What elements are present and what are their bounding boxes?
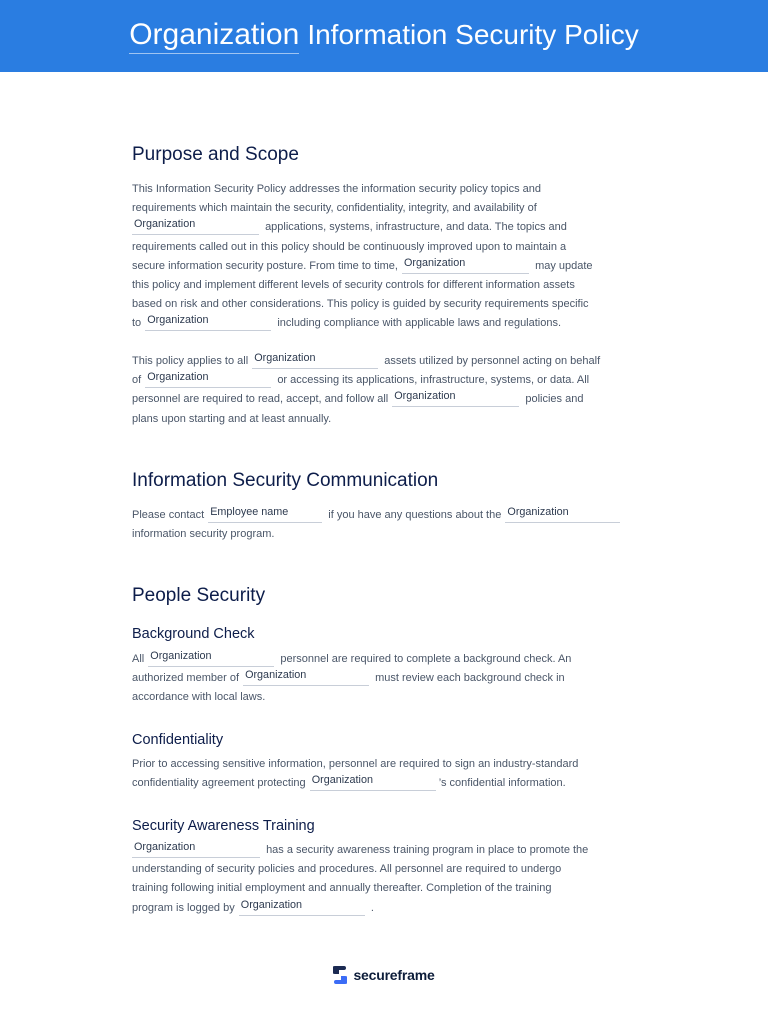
text-line — [132, 314, 636, 333]
footer — [0, 965, 768, 985]
text-line — [132, 218, 636, 237]
text-line — [132, 650, 636, 669]
text-line: plans upon starting and at least annually. — [132, 412, 332, 425]
organization-field[interactable]: Organization — [145, 371, 271, 388]
organization-field[interactable]: Organization — [243, 669, 369, 686]
organization-field[interactable]: Organization — [505, 506, 620, 523]
text-line: requirements which maintain the security, confidentiality, integrity, and availability of — [132, 202, 537, 215]
organization-field[interactable]: Organization — [145, 314, 271, 331]
text-line: information security program. — [132, 528, 275, 541]
purpose-scope-heading: Purpose and Scope — [132, 144, 299, 165]
document-title-text: Information Security Policy — [307, 18, 639, 50]
text-segment: assets utilized by personnel acting on behalf — [384, 355, 601, 367]
text-segment: applications, systems, infrastructure, and data. The topics and — [265, 221, 567, 234]
text-segment: secure information security posture. From time to time, — [132, 259, 398, 272]
text-line — [132, 669, 636, 688]
text-line — [132, 257, 636, 276]
text-segment: confidentiality agreement protecting — [132, 777, 306, 790]
text-line: training following initial employment and annually thereafter. Completion of the training — [132, 882, 552, 895]
organization-field[interactable]: Organization — [132, 218, 259, 235]
brand-name: secureframe — [353, 967, 435, 983]
purpose-paragraph-2 — [132, 352, 636, 429]
organization-field[interactable]: Organization — [148, 650, 274, 667]
text-segment: may update — [535, 259, 593, 272]
communication-paragraph — [132, 506, 636, 544]
text-line — [132, 774, 636, 793]
text-segment: personnel are required to read, accept, and follow all — [132, 393, 389, 406]
employee-name-field[interactable]: Employee name — [208, 506, 322, 523]
text-line: requirements called out in this policy should be continuously improved upon to maintain a — [132, 240, 567, 253]
text-line — [132, 371, 636, 390]
text-line — [132, 390, 636, 409]
text-segment: must review each background check in — [375, 672, 565, 685]
text-segment: program is logged by — [132, 901, 235, 914]
text-segment: policies and — [525, 393, 584, 406]
text-segment: Please contact — [132, 509, 205, 521]
people-security-heading: People Security — [132, 585, 266, 606]
text-line — [132, 841, 636, 860]
text-line: based on risk and other considerations. This policy is guided by security requirements specific — [132, 298, 589, 311]
text-segment: . — [370, 901, 374, 914]
document-header — [0, 0, 768, 72]
confidentiality-heading: Confidentiality — [132, 732, 224, 748]
text-line: Prior to accessing sensitive information, personnel are required to sign an industry-standard — [132, 758, 579, 770]
text-line — [132, 352, 636, 371]
communication-heading: Information Security Communication — [132, 470, 439, 491]
organization-title-field[interactable]: Organization — [129, 20, 299, 54]
security-awareness-heading: Security Awareness Training — [132, 818, 315, 834]
secureframe-logo-icon — [333, 965, 347, 985]
text-line: this policy and implement different levels of security controls for different information assets — [132, 278, 575, 291]
text-segment: of — [132, 374, 142, 387]
organization-field[interactable]: Organization — [252, 352, 378, 369]
text-line: This Information Security Policy addresses the information security policy topics and — [132, 183, 542, 195]
text-segment: if you have any questions about the — [328, 509, 502, 521]
text-segment: to — [132, 317, 142, 330]
text-segment: personnel are required to complete a background check. An — [280, 653, 572, 665]
text-segment: This policy applies to all — [132, 355, 249, 367]
document-title — [129, 19, 639, 54]
text-segment: authorized member of — [132, 672, 239, 685]
text-segment: has a security awareness training program in place to promote the — [266, 844, 589, 856]
organization-field[interactable]: Organization — [132, 841, 260, 858]
text-line: understanding of security policies and procedures. All personnel are required to undergo — [132, 863, 562, 876]
text-segment: All — [132, 653, 145, 665]
purpose-paragraph-1 — [132, 180, 636, 334]
organization-field[interactable]: Organization — [239, 899, 365, 916]
confidentiality-paragraph — [132, 755, 636, 793]
text-line — [132, 506, 636, 525]
text-segment: or accessing its applications, infrastructure, systems, or data. All — [277, 374, 590, 387]
text-line: accordance with local laws. — [132, 691, 266, 704]
organization-field[interactable]: Organization — [402, 257, 529, 274]
text-segment: ’s confidential information. — [438, 777, 566, 790]
text-line — [132, 899, 636, 918]
security-awareness-paragraph — [132, 841, 636, 918]
organization-field[interactable]: Organization — [310, 774, 436, 791]
text-segment: including compliance with applicable laws and regulations. — [277, 317, 562, 330]
background-check-heading: Background Check — [132, 626, 255, 642]
background-check-paragraph — [132, 650, 636, 708]
organization-field[interactable]: Organization — [392, 390, 519, 407]
